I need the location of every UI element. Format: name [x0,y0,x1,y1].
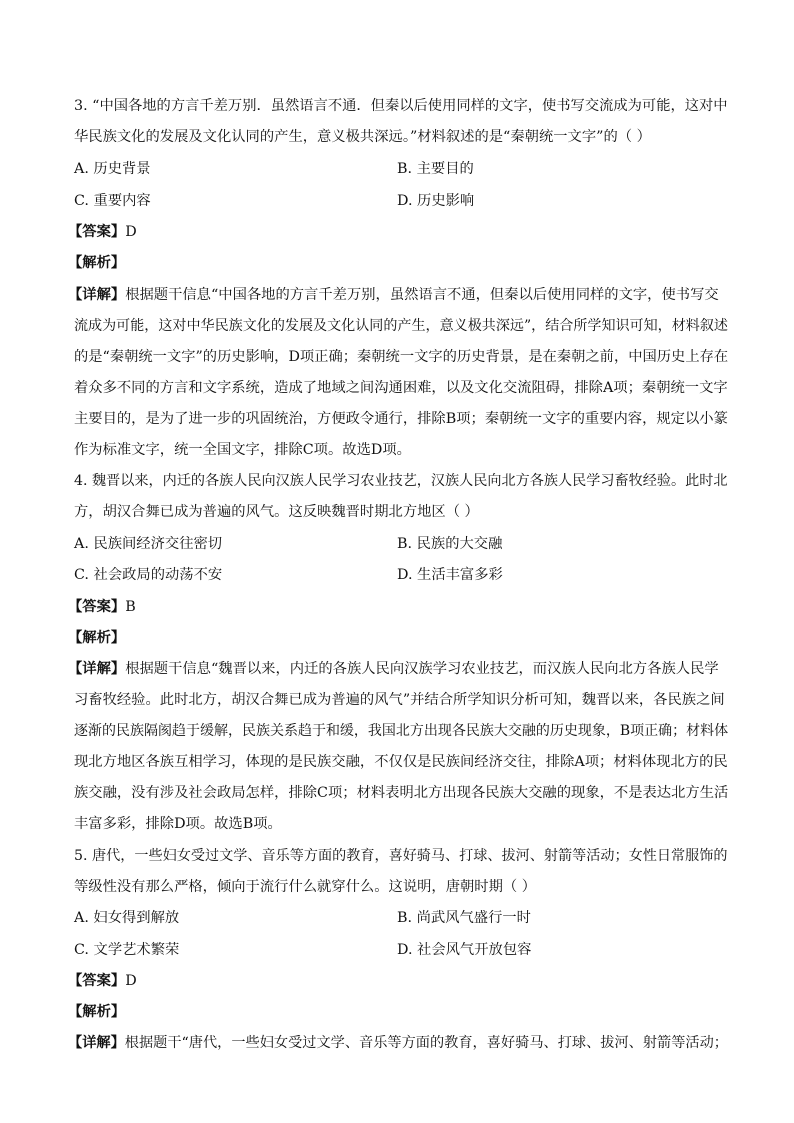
question-4-detail-line-1: 【详解】根据题干信息“魏晋以来，内迁的各族人民向汉族学习农业技艺，而汉族人民向北方各族人民学 [68,661,719,677]
question-4-answer [68,597,136,617]
answer-tag: 【答案】 [68,224,126,240]
question-4-detail-line-6: 丰富多彩，排除D项。故选B项。 [74,816,282,832]
question-3-answer [68,222,137,242]
question-4-stem-line-2: 方，胡汉合舞已成为普遍的风气。这反映魏晋时期北方地区（ ） [74,504,479,520]
question-3-detail-line-3: 的是“秦朝统一文字”的历史影响，D项正确；秦朝统一文字的历史背景，是在秦朝之前，中国历史上存在 [74,349,729,365]
question-4-detail-line-5: 族交融，没有涉及社会政局怎样，排除C项；材料表明北方出现各民族大交融的现象，不是表达北方生活 [74,785,729,801]
question-4-stem-line-1: 4. 魏晋以来，内迁的各族人民向汉族人民学习农业技艺，汉族人民向北方各族人民学习畜牧经验。此时北 [74,473,728,489]
question-3-detail-line-2: 流成为可能，这对中华民族文化的发展及文化认同的产生，意义极共深远”，结合所学知识可知，材料叙述 [74,318,728,334]
question-3-detail-line-6: 作为标准文字，统一全国文字，排除C项。故选D项。 [74,442,411,458]
question-5-stem-line-1: 5. 唐代，一些妇女受过文学、音乐等方面的教育，喜好骑马、打球、拔河、射箭等活动；女性日常服饰的 [74,848,728,864]
question-3-detail-line-1: 【详解】根据题干信息“中国各地的方言千差万别，虽然语言不通，但秦以后使用同样的文字，使书写交 [68,287,719,303]
answer-value: D [125,973,137,989]
question-3-analysis-tag: 【解析】 [68,255,126,271]
question-4-detail-line-3: 逐渐的民族隔阂趋于缓解，民族关系趋于和缓，我国北方出现各民族大交融的历史现象，B项正确；材料体 [74,723,729,739]
question-5-option-c: C. 文学艺术繁荣 [74,942,180,958]
question-4-analysis-tag: 【解析】 [68,630,126,646]
question-5-option-a: A. 妇女得到解放 [74,910,180,926]
question-3-stem-line-2: 华民族文化的发展及文化认同的产生，意义极共深远。”材料叙述的是“秦朝统一文字”的（ ） [74,129,651,145]
answer-value: B [125,599,136,615]
question-4-option-a: A. 民族间经济交往密切 [74,536,223,552]
question-4-option-c: C. 社会政局的动荡不安 [74,567,223,583]
detail-tag: 【详解】 [68,287,126,303]
question-3-option-a: A. 历史背景 [74,161,151,177]
question-3-stem-line-1: 3. “中国各地的方言千差万别．虽然语言不通．但秦以后使用同样的文字，使书写交流成为可能，这对中 [74,98,728,114]
question-4-detail-line-2: 习畜牧经验。此时北方，胡汉合舞已成为普遍的风气”并结合所学知识分析可知，魏晋以来，各民族之间 [74,692,725,708]
question-3-option-b: B. 主要目的 [397,161,474,177]
detail-tag: 【详解】 [68,661,126,677]
detail-tag: 【详解】 [68,1035,125,1051]
question-3-detail-line-5: 主要目的，是为了进一步的巩固统治，方便政令通行，排除B项；秦朝统一文字的重要内容，规定以小篆 [74,411,728,427]
question-3-detail-line-4: 着众多不同的方言和文字系统，造成了地域之间沟通困难，以及文化交流阻碍，排除A项；秦朝统一文字 [74,380,728,396]
question-5-stem-line-2: 等级性没有那么严格，倾向于流行什么就穿什么。这说明，唐朝时期（ ） [74,879,537,895]
question-5-analysis-tag: 【解析】 [68,1004,126,1020]
question-3-option-d: D. 历史影响 [397,193,475,209]
question-3-option-c: C. 重要内容 [74,193,151,209]
question-4-option-d: D. 生活丰富多彩 [397,567,503,583]
question-5-detail-line-1: 【详解】根据题干“唐代，一些妇女受过文学、音乐等方面的教育，喜好骑马、打球、拔河、射箭等活动； [68,1035,728,1051]
question-4-detail-line-4: 现北方地区各族互相学习，体现的是民族交融，不仅仅是民族间经济交往，排除A项；材料体现北方的民 [74,754,728,770]
question-5-option-b: B. 尚武风气盛行一时 [397,910,531,926]
answer-tag: 【答案】 [68,973,126,989]
question-5-answer [68,971,137,991]
answer-value: D [125,224,137,240]
question-4-option-b: B. 民族的大交融 [397,536,503,552]
answer-tag: 【答案】 [68,599,126,615]
question-5-option-d: D. 社会风气开放包容 [397,942,532,958]
